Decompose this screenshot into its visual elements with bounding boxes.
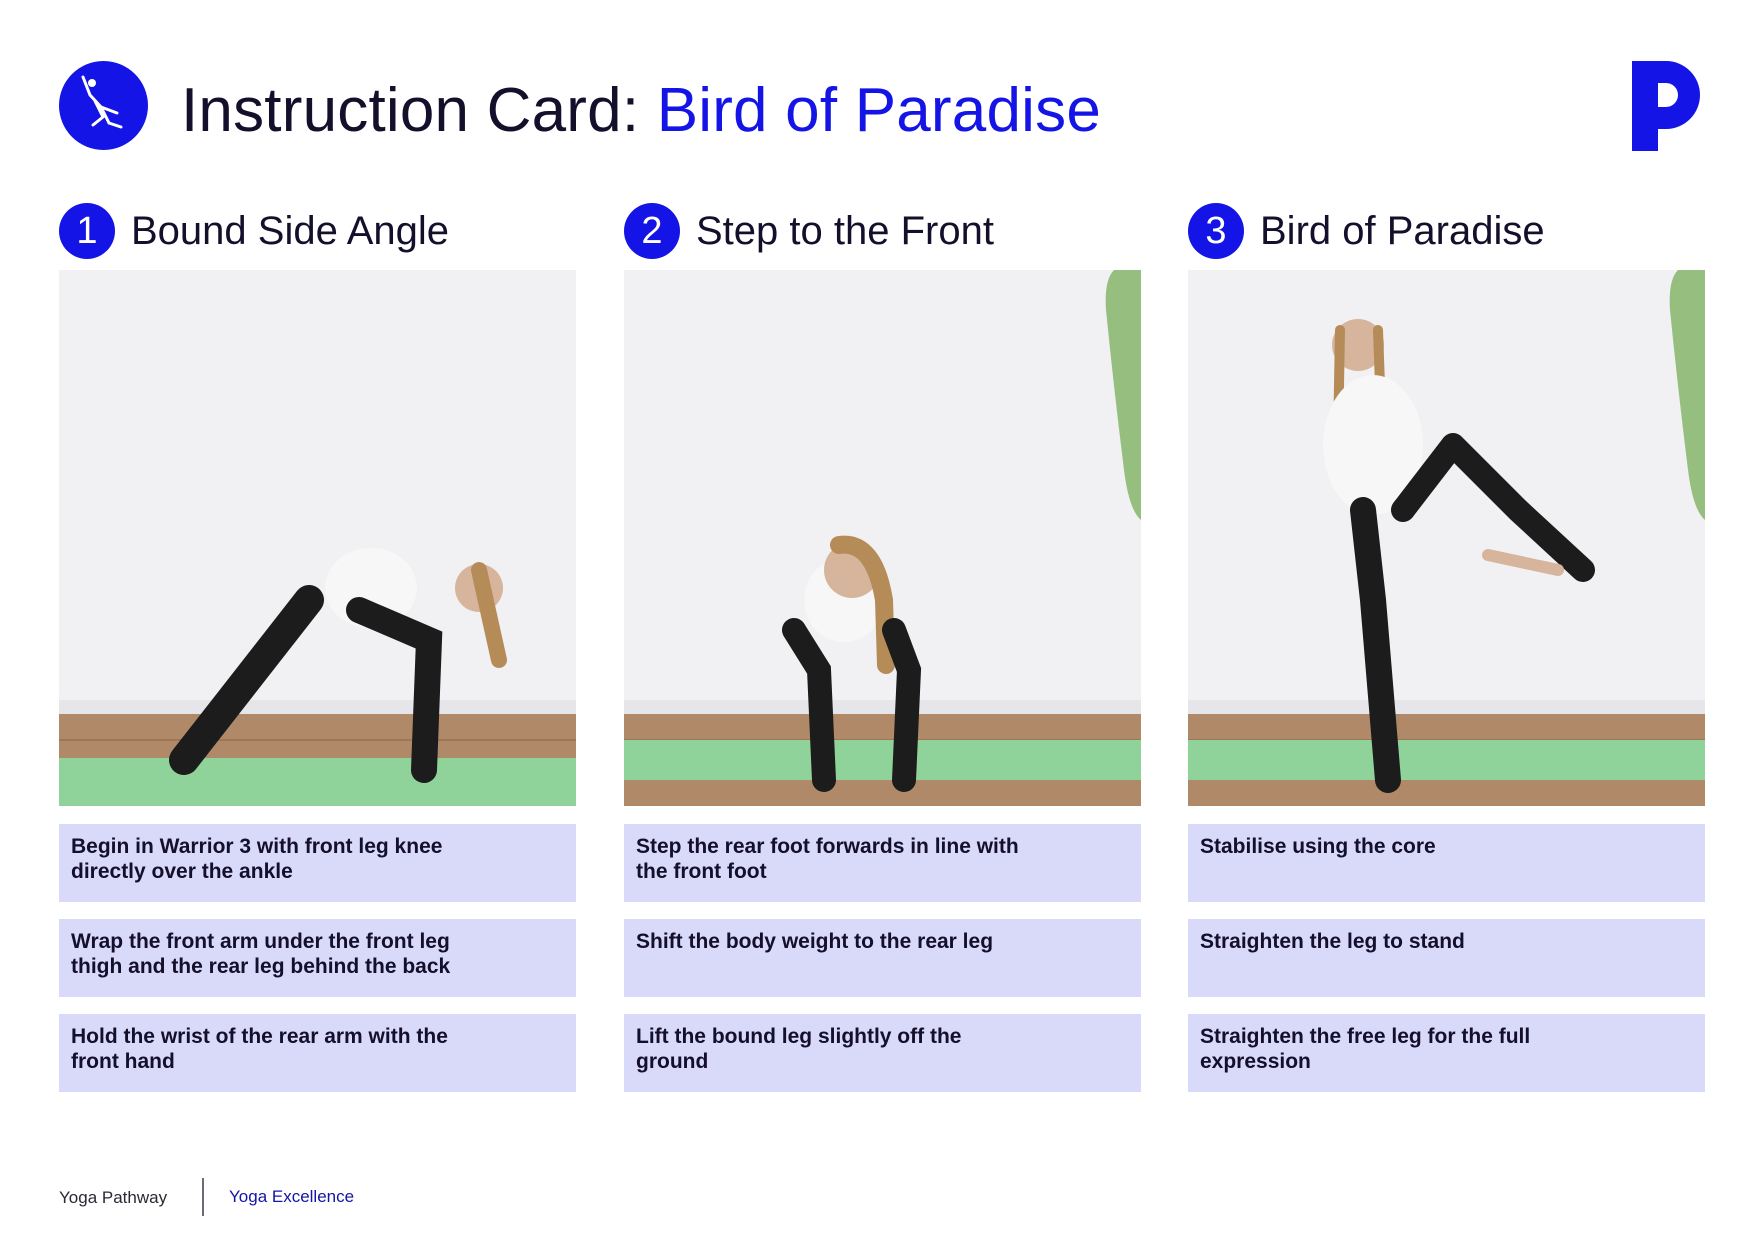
step-title: Bound Side Angle (131, 209, 450, 253)
instruction-tip (1188, 919, 1705, 997)
tip-text: Stabilise using the core (1200, 835, 1436, 858)
step-number-badge: 1 (59, 203, 115, 259)
step-header (624, 200, 1141, 262)
step-title: Bird of Paradise (1260, 209, 1545, 253)
tip-text: Wrap the front arm under the front leg thigh and the rear leg behind the back (71, 930, 451, 978)
title-prefix: Instruction Card: (181, 76, 657, 145)
tip-text: Step the rear foot forwards in line with the front foot (636, 835, 1019, 883)
yoga-figure-icon (59, 61, 148, 150)
step-header (1188, 200, 1705, 262)
title-pose-name: Bird of Paradise (656, 76, 1102, 145)
footer-divider (202, 1178, 204, 1216)
p-brand-mark-icon (1632, 61, 1708, 151)
instruction-tip (59, 919, 576, 997)
step-title: Step to the Front (696, 209, 994, 253)
page-title (181, 66, 1101, 156)
tip-text: Shift the body weight to the rear leg (636, 930, 994, 953)
instruction-tip (1188, 1014, 1705, 1092)
tip-text: Straighten the leg to stand (1200, 930, 1465, 953)
instruction-tip (624, 1014, 1141, 1092)
step-column-2 (624, 200, 1141, 1073)
footer-level-label: Yoga Excellence (229, 1187, 355, 1206)
instruction-tip (59, 824, 576, 902)
step-number-badge: 2 (624, 203, 680, 259)
tip-text: Hold the wrist of the rear arm with the front hand (71, 1025, 448, 1073)
step-header (59, 200, 576, 262)
instruction-tip (624, 919, 1141, 997)
step-column-1 (59, 200, 576, 1073)
photo-bound-side-angle (59, 270, 576, 806)
photo-step-to-the-front (624, 270, 1141, 806)
footer-pathway-label: Yoga Pathway (59, 1188, 168, 1207)
instruction-tip (624, 824, 1141, 902)
instruction-tip (59, 1014, 576, 1092)
tip-text: Lift the bound leg slightly off the ground (636, 1025, 962, 1073)
instruction-tip (1188, 824, 1705, 902)
step-number-badge: 3 (1188, 203, 1244, 259)
tip-text: Straighten the free leg for the full expression (1200, 1025, 1531, 1073)
tip-text: Begin in Warrior 3 with front leg knee directly over the ankle (71, 835, 443, 883)
step-column-3 (1188, 200, 1705, 1073)
photo-bird-of-paradise (1188, 270, 1705, 806)
